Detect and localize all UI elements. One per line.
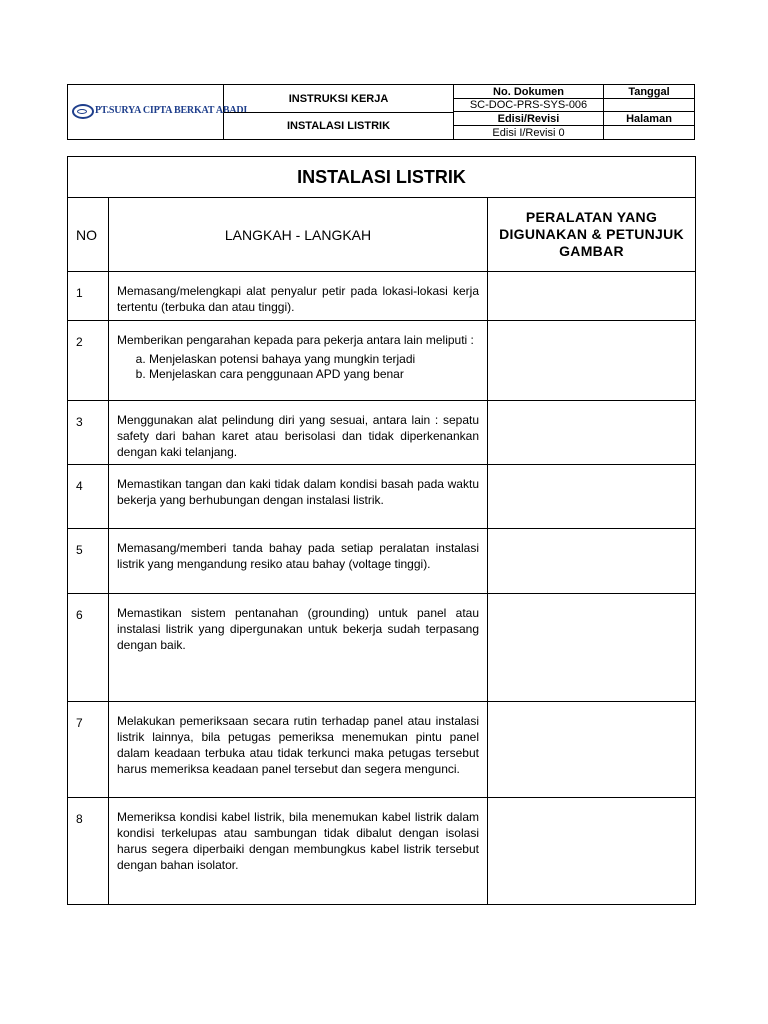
step-text: Memasang/melengkapi alat penyalur petir pada lokasi-lokasi kerja tertentu (terbuka dan atau tinggi).	[109, 272, 488, 321]
date-label: Tanggal	[604, 85, 694, 99]
table-row	[68, 702, 696, 798]
step-text: Menggunakan alat pelindung diri yang sesuai, antara lain : sepatu safety dari bahan karet atau berisolasi dan tidak diperkenankan dengan kaki telanjang.	[109, 401, 488, 465]
step-text: Memasang/memberi tanda bahay pada setiap peralatan instalasi listrik yang mengandung resiko atau bahay (voltage tinggi).	[109, 529, 488, 594]
page-value	[604, 126, 694, 139]
document-header	[67, 84, 695, 140]
row-number: 1	[68, 272, 109, 321]
company-name: PT.SURYA CIPTA BERKAT ABADI	[95, 105, 248, 116]
sub-step-item: b. Menjelaskan cara penggunaan APD yang benar	[149, 367, 479, 382]
edition-value: Edisi I/Revisi 0	[454, 126, 604, 139]
step-text: Memastikan tangan dan kaki tidak dalam kondisi basah pada waktu bekerja yang berhubungan dengan instalasi listrik.	[109, 465, 488, 529]
tools-cell	[488, 702, 696, 798]
instruction-subtitle: INSTALASI LISTRIK	[224, 113, 454, 139]
sub-step-list	[117, 352, 479, 382]
step-text: Melakukan pemeriksaan secara rutin terhadap panel atau instalasi listrik lainnya, bila petugas pemeriksa menemukan pintu panel dalam keadaan terbuka atau tidak terkunci maka petugas tersebut harus memeriksa keadaan panel tersebut dan segera mengunci.	[109, 702, 488, 798]
step-text: Memeriksa kondisi kabel listrik, bila menemukan kabel listrik dalam kondisi terkelupas atau sambungan tidak dibalut dengan isolasi harus segera diperbaiki dengan membungkus kabel listrik tersebut dengan bahan isolator.	[109, 798, 488, 905]
step-text: Memastikan sistem pentanahan (grounding) untuk panel atau instalasi listrik yang dipergunakan untuk bekerja sudah terpasang dengan baik.	[109, 594, 488, 702]
tools-cell	[488, 529, 696, 594]
doc-no-value: SC-DOC-PRS-SYS-006	[454, 99, 604, 112]
sub-step-item: a. Menjelaskan potensi bahaya yang mungkin terjadi	[149, 352, 479, 367]
row-number: 8	[68, 798, 109, 905]
table-title: INSTALASI LISTRIK	[68, 157, 696, 198]
column-header-tools: PERALATAN YANG DIGUNAKAN & PETUNJUK GAMBAR	[488, 198, 696, 272]
row-number: 6	[68, 594, 109, 702]
row-number: 7	[68, 702, 109, 798]
step-text-container	[109, 321, 488, 401]
row-number: 5	[68, 529, 109, 594]
edition-label: Edisi/Revisi	[454, 112, 604, 126]
row-number: 2	[68, 321, 109, 401]
column-header-no: NO	[68, 198, 109, 272]
column-header-steps: LANGKAH - LANGKAH	[109, 198, 488, 272]
row-number: 4	[68, 465, 109, 529]
table-row	[68, 321, 696, 401]
table-row	[68, 465, 696, 529]
step-text: Memberikan pengarahan kepada para pekerja antara lain meliputi :	[117, 333, 474, 347]
tools-cell	[488, 321, 696, 401]
row-number: 3	[68, 401, 109, 465]
table-row	[68, 594, 696, 702]
date-value	[604, 99, 694, 112]
table-row	[68, 272, 696, 321]
table-row	[68, 401, 696, 465]
doc-no-label: No. Dokumen	[454, 85, 604, 99]
table-row	[68, 529, 696, 594]
tools-cell	[488, 465, 696, 529]
page-label: Halaman	[604, 112, 694, 126]
instruction-title: INSTRUKSI KERJA	[224, 85, 454, 113]
steps-table	[67, 156, 696, 905]
tools-cell	[488, 401, 696, 465]
table-row	[68, 798, 696, 905]
tools-cell	[488, 272, 696, 321]
tools-cell	[488, 594, 696, 702]
tools-cell	[488, 798, 696, 905]
company-logo-cell	[68, 85, 248, 139]
company-logo-icon	[72, 104, 94, 119]
